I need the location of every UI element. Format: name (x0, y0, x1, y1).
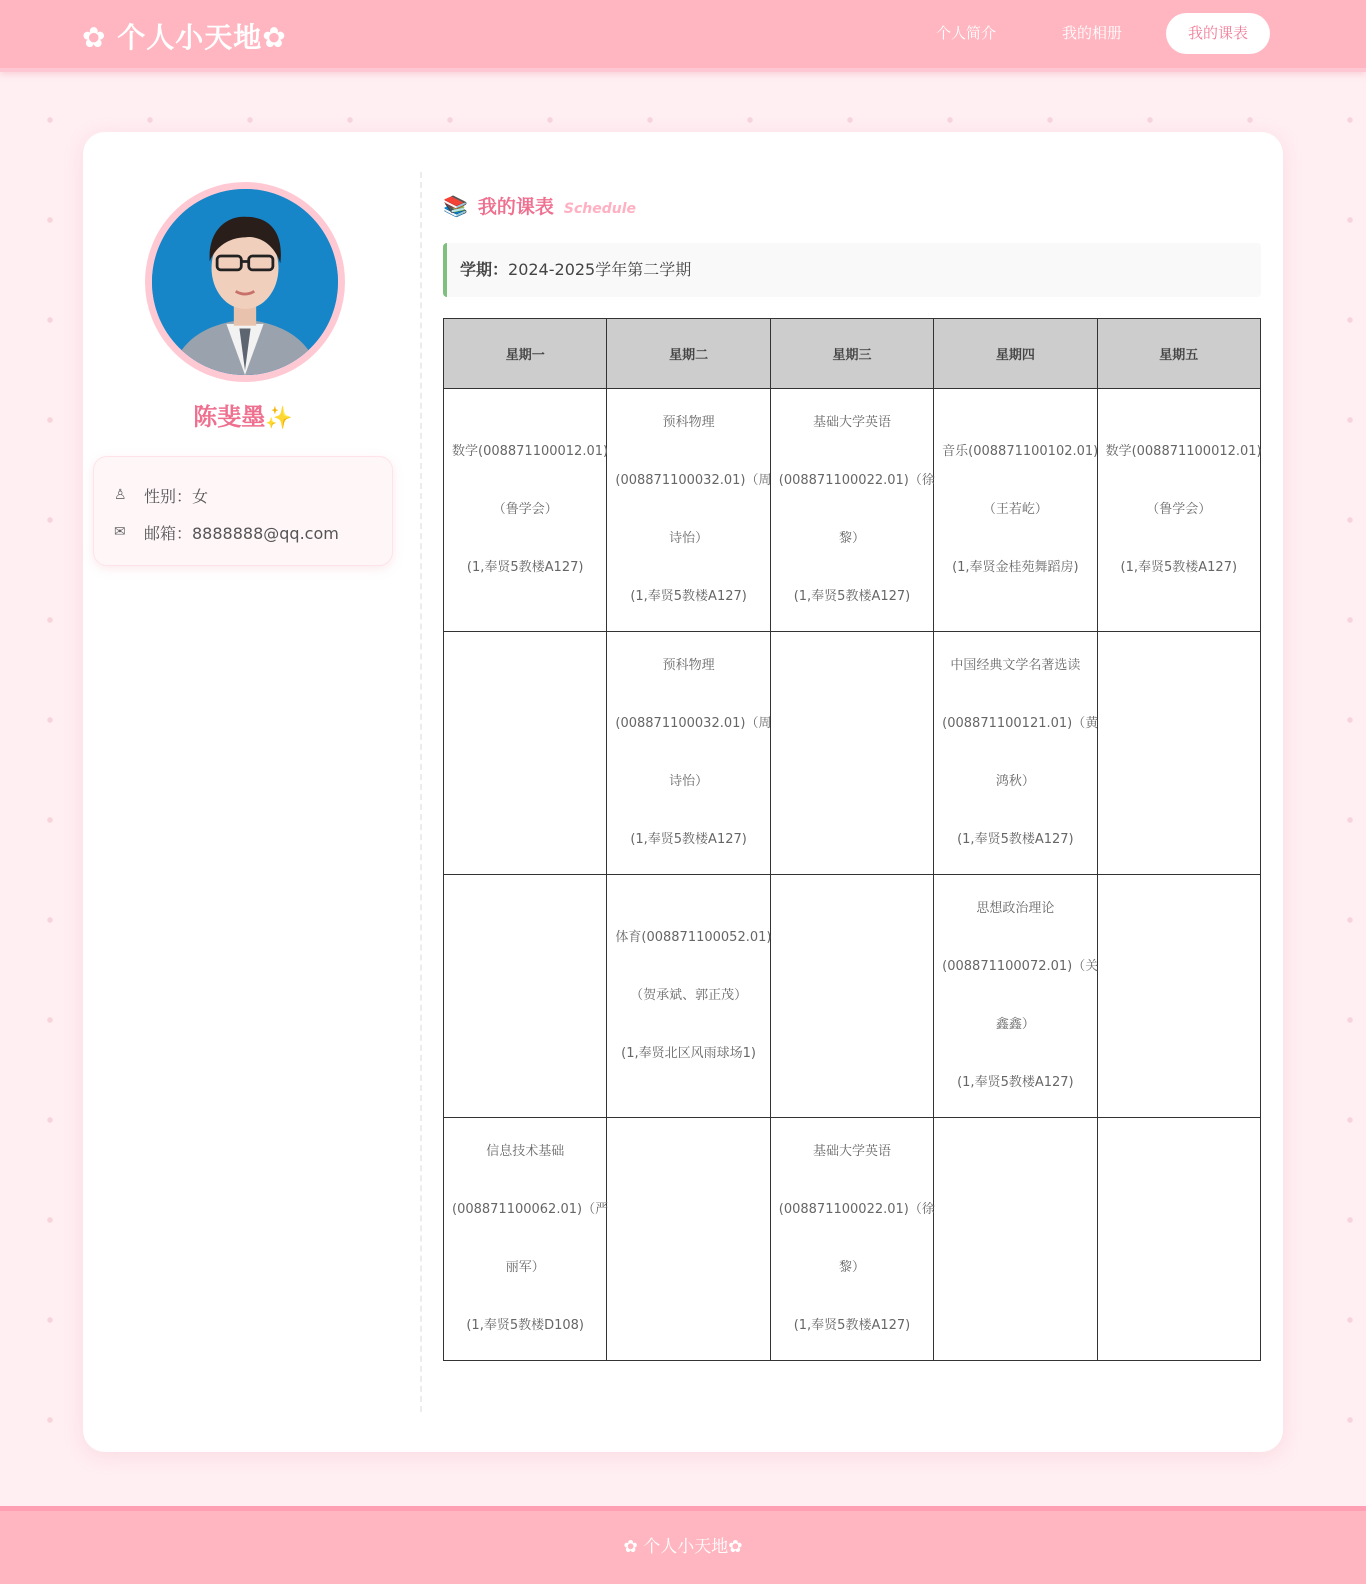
section-title-en: Schedule (563, 201, 637, 217)
gender-text: 性别：女 (144, 486, 209, 506)
course-line: 体育(008871100052.01) (615, 930, 772, 945)
empty-cell (1097, 875, 1260, 1118)
empty-cell (1097, 632, 1260, 875)
course-line: (008871100072.01)（关 (942, 959, 1099, 974)
course-line: (1,奉贤5教楼A127) (793, 1318, 911, 1333)
term-label: 学期： (460, 260, 509, 279)
course-line: 基础大学英语 (812, 415, 891, 430)
day-header: 星期四 (934, 319, 1097, 389)
course-cell (444, 1118, 607, 1361)
footer: ✿ 个人小天地✿ (0, 1506, 1366, 1584)
sparkle-icon: ✨ (265, 406, 293, 431)
table-row (444, 1118, 1261, 1361)
course-line: （鲁学会） (492, 502, 558, 517)
course-line: 黎） (838, 1260, 865, 1275)
empty-cell (770, 875, 933, 1118)
course-cell (770, 389, 933, 632)
course-line: (008871100032.01)（周 (615, 473, 772, 488)
course-line: (1,奉贤5教楼A127) (957, 1075, 1074, 1090)
table-row (444, 875, 1261, 1118)
gender-row (114, 481, 372, 509)
course-line: (1,奉贤5教楼A127) (630, 832, 747, 847)
course-line: (1,奉贤5教楼D108) (466, 1318, 585, 1333)
table-row (444, 389, 1261, 632)
term-value: 2024-2025学年第二学期 (508, 260, 692, 279)
course-line: (1,奉贤5教楼A127) (957, 832, 1074, 847)
dashed-divider (420, 172, 422, 1412)
course-line: (1,奉贤5教楼A127) (466, 560, 584, 575)
nav-link-3[interactable]: 我的课表 (1166, 13, 1270, 54)
course-line: （王若屹） (982, 502, 1048, 517)
course-line: 数学(008871100012.01) (452, 444, 609, 459)
day-header: 星期一 (444, 319, 607, 389)
course-line: (008871100022.01)（徐 (778, 473, 935, 488)
course-line: (1,奉贤北区风雨球场1) (621, 1046, 756, 1061)
course-line: 黎） (838, 531, 865, 546)
main-nav (914, 13, 1270, 54)
avatar (145, 182, 345, 382)
course-line: (1,奉贤5教楼A127) (630, 589, 747, 604)
course-cell (770, 1118, 933, 1361)
person-icon: ♙ (114, 487, 127, 503)
course-cell (934, 632, 1097, 875)
course-line: 信息技术基础 (486, 1144, 565, 1159)
course-line: 中国经典文学名著选读 (950, 658, 1081, 673)
empty-cell (444, 875, 607, 1118)
empty-cell (444, 632, 607, 875)
course-line: （贺承斌、郭正茂） (630, 988, 748, 1003)
empty-cell (607, 1118, 770, 1361)
course-line: 预科物理 (662, 658, 715, 673)
day-header: 星期三 (770, 319, 933, 389)
course-cell (607, 875, 770, 1118)
schedule-header-row (444, 319, 1261, 389)
course-line: 思想政治理论 (976, 901, 1055, 916)
table-row (444, 632, 1261, 875)
mail-icon: ✉ (114, 524, 126, 540)
course-line: (1,奉贤5教楼A127) (793, 589, 911, 604)
empty-cell (770, 632, 933, 875)
course-line: (008871100022.01)（徐 (778, 1202, 935, 1217)
course-cell (607, 389, 770, 632)
profile-sidebar (83, 132, 420, 1452)
empty-cell (934, 1118, 1097, 1361)
course-cell (934, 875, 1097, 1118)
course-line: 鑫鑫） (995, 1017, 1035, 1032)
top-navbar (0, 0, 1366, 72)
nav-link-1[interactable]: 个人简介 (935, 24, 996, 42)
term-banner (443, 243, 1261, 297)
course-cell (934, 389, 1097, 632)
course-line: 数学(008871100012.01) (1105, 444, 1262, 459)
avatar-portrait-image (152, 189, 338, 375)
course-cell (1097, 389, 1260, 632)
course-line: 鸿秋） (995, 774, 1035, 789)
course-line: (008871100032.01)（周 (615, 716, 772, 731)
course-line: (1,奉贤金桂苑舞蹈房) (952, 560, 1079, 575)
site-logo[interactable]: ✿ 个人小天地✿ (82, 21, 287, 54)
section-title-text: 我的课表 (477, 196, 554, 218)
day-header: 星期二 (607, 319, 770, 389)
course-line: 音乐(008871100102.01) (942, 444, 1099, 459)
course-line: （鲁学会） (1146, 502, 1212, 517)
schedule-table (443, 318, 1261, 1361)
course-line: (008871100062.01)（严 (452, 1202, 609, 1217)
empty-cell (1097, 1118, 1260, 1361)
nav-link-2[interactable]: 我的相册 (1061, 24, 1122, 42)
course-line: 丽军） (505, 1260, 545, 1275)
main-card (83, 132, 1283, 1452)
course-line: (1,奉贤5教楼A127) (1120, 560, 1238, 575)
course-line: (008871100121.01)（黄 (942, 716, 1099, 731)
day-header: 星期五 (1097, 319, 1260, 389)
course-line: 诗怡） (669, 774, 709, 789)
profile-info-box (93, 456, 393, 566)
email-text: 邮箱：8888888@qq.com (144, 523, 339, 543)
book-icon: 📚 (443, 194, 468, 218)
section-title (443, 192, 636, 219)
course-cell (444, 389, 607, 632)
profile-name (83, 397, 403, 432)
profile-name-text: 陈斐墨 (193, 403, 266, 431)
course-cell (607, 632, 770, 875)
course-line: 诗怡） (669, 531, 709, 546)
course-line: 预科物理 (662, 415, 715, 430)
course-line: 基础大学英语 (812, 1144, 891, 1159)
email-row (114, 518, 372, 546)
